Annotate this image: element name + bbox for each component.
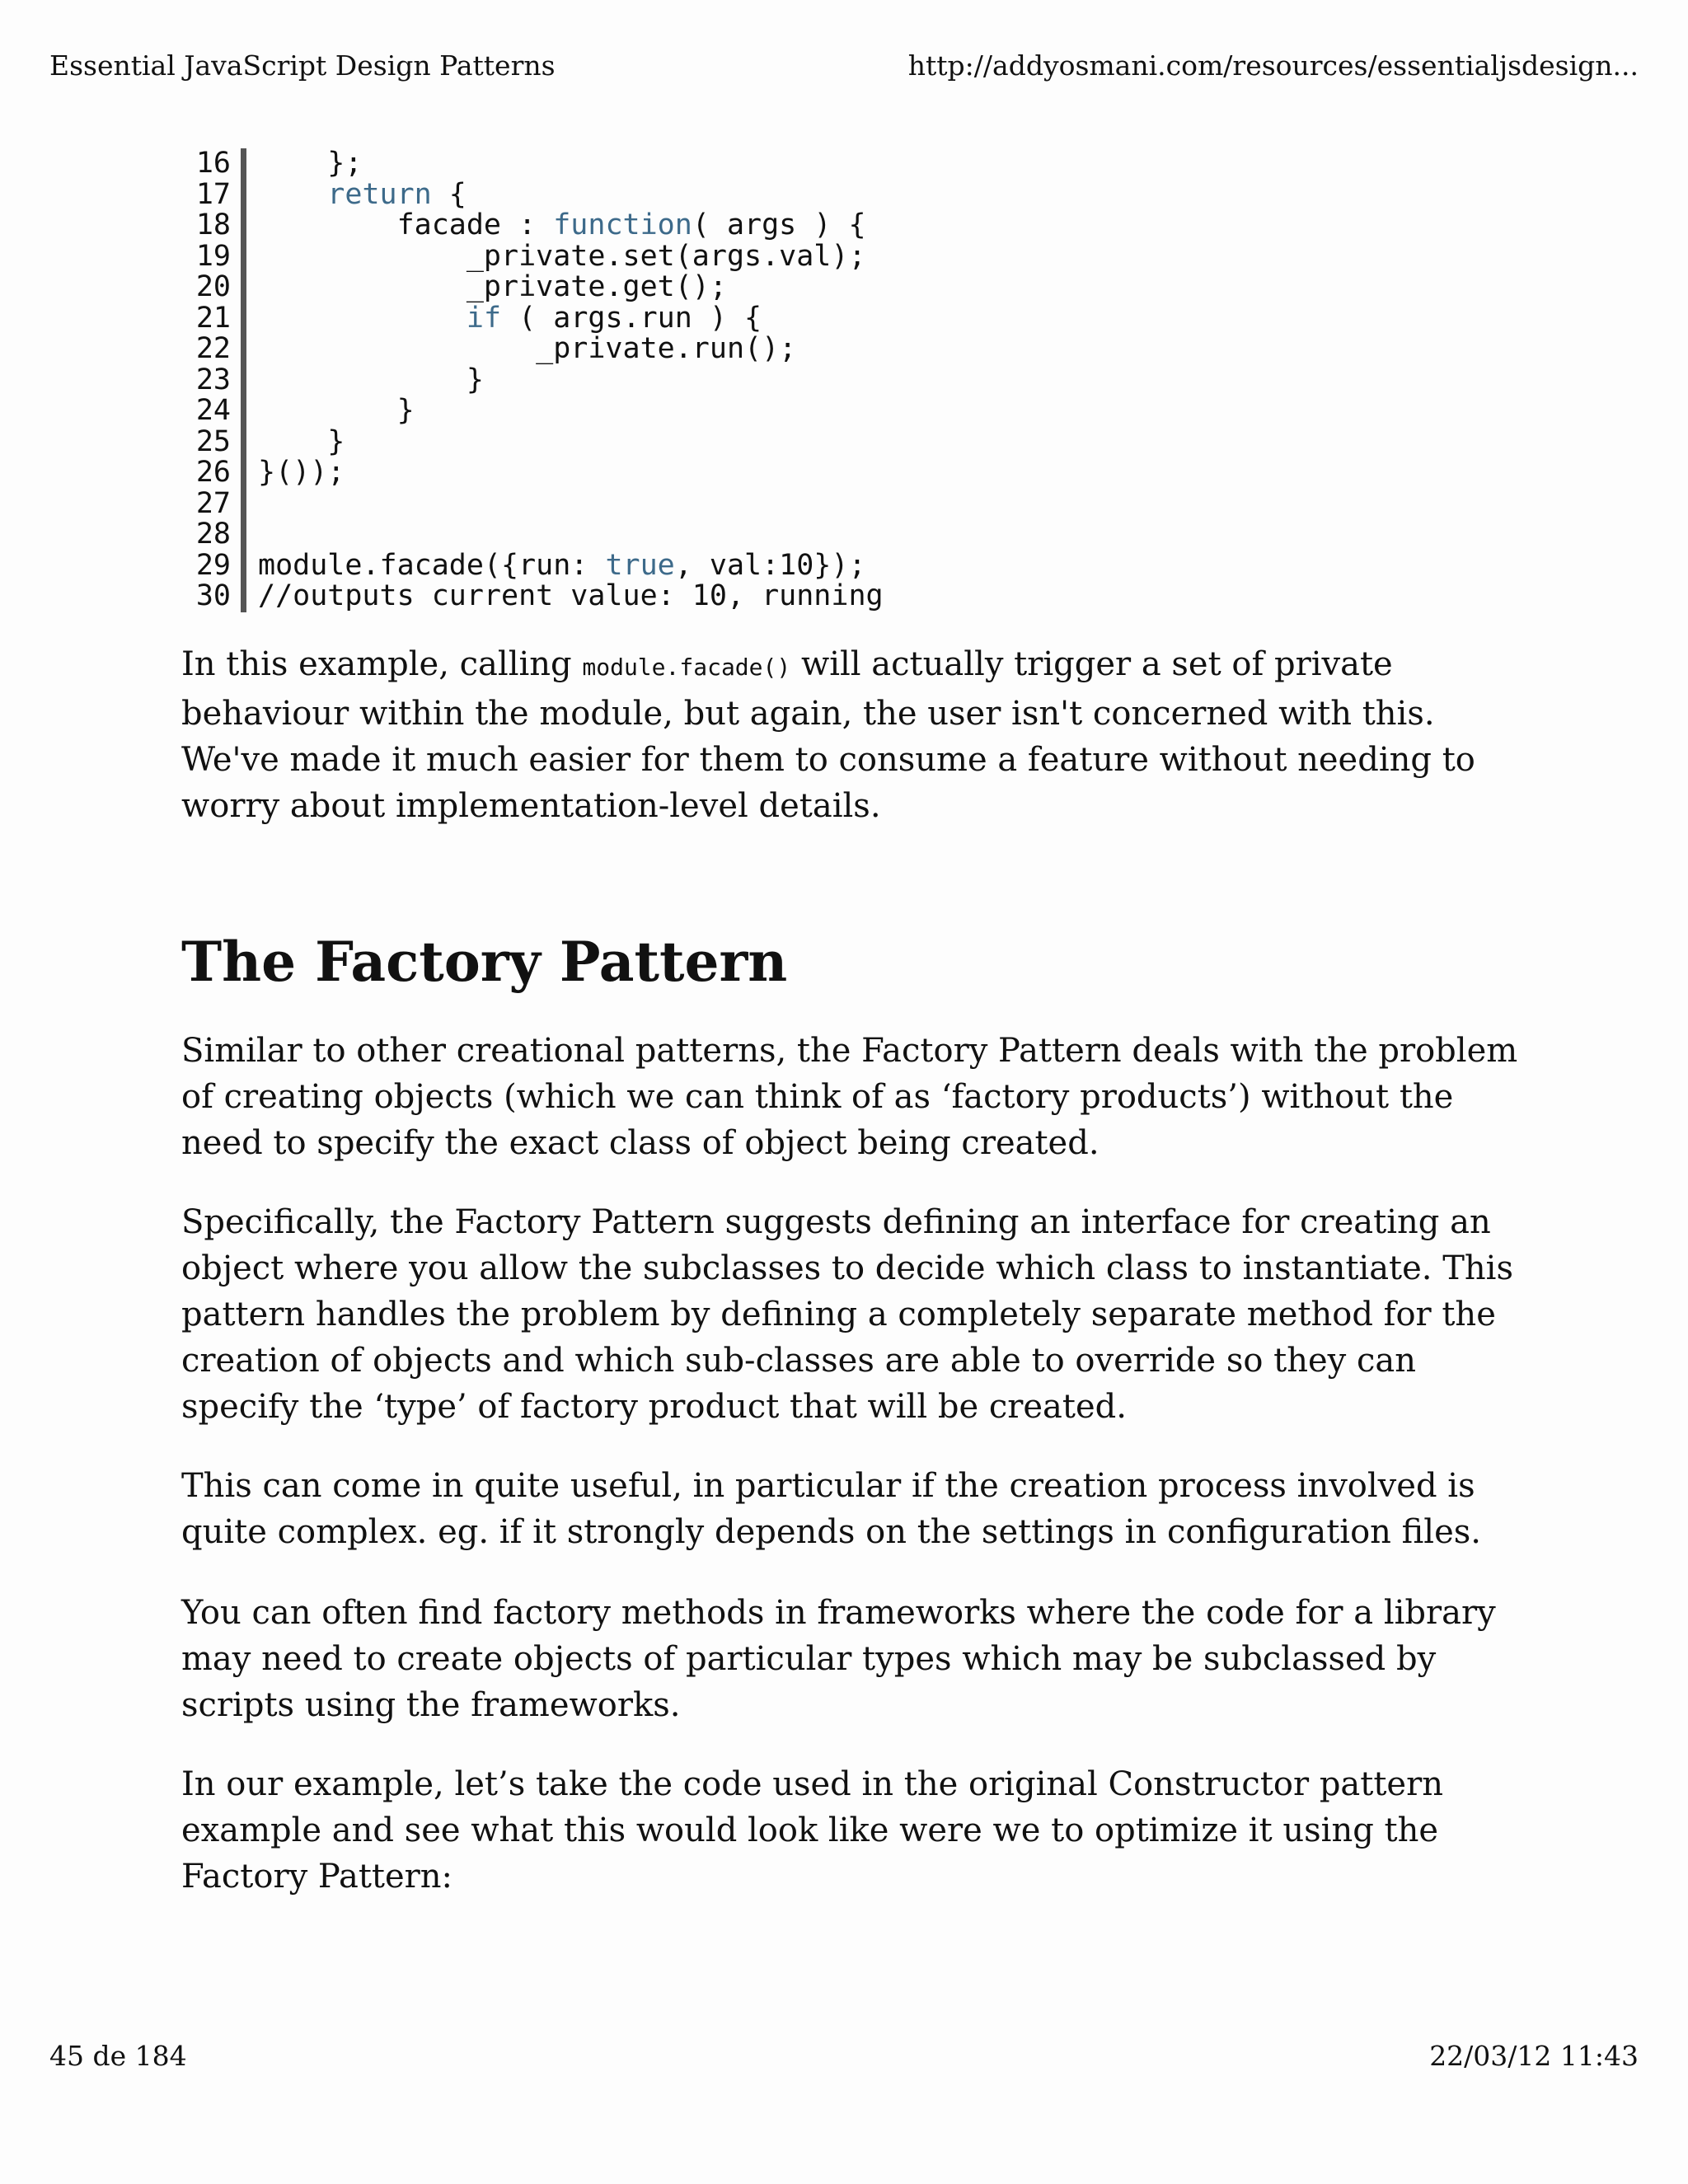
code-line bbox=[191, 303, 884, 335]
section-heading: The Factory Pattern bbox=[181, 930, 788, 994]
paragraph-block-3 bbox=[181, 1463, 1533, 1555]
code-text bbox=[246, 148, 362, 180]
paragraph: You can often find factory methods in frameworks where the code for a library may need to create objects of particular types which may be subclassed by scripts using the frameworks. bbox=[181, 1594, 1496, 1724]
code-token: _private.set(args.val); bbox=[258, 239, 866, 273]
code-token: }; bbox=[258, 147, 363, 180]
code-line bbox=[191, 148, 884, 180]
line-number: 23 bbox=[191, 365, 246, 396]
code-text bbox=[246, 489, 258, 520]
intro-paragraph bbox=[181, 641, 1533, 829]
code-token: //outputs current value: 10, running bbox=[258, 579, 884, 612]
code-line bbox=[191, 581, 884, 612]
code-token: , val:10}); bbox=[674, 548, 866, 582]
code-token bbox=[258, 178, 327, 211]
code-line bbox=[191, 396, 884, 427]
code-keyword: if bbox=[466, 301, 502, 335]
paragraph-block-2 bbox=[181, 1199, 1533, 1430]
code-text bbox=[246, 396, 415, 427]
code-line bbox=[191, 177, 884, 211]
code-text bbox=[246, 365, 484, 396]
intro-text-before: In this example, calling bbox=[181, 645, 583, 683]
print-timestamp: 22/03/12 11:43 bbox=[1429, 2040, 1639, 2072]
code-token: module.facade({run: bbox=[258, 548, 606, 582]
line-number: 24 bbox=[191, 396, 246, 427]
code-line bbox=[191, 210, 884, 241]
code-line bbox=[191, 334, 884, 365]
line-number: 17 bbox=[191, 180, 246, 211]
line-number: 28 bbox=[191, 519, 246, 551]
code-text bbox=[246, 177, 467, 211]
code-token: { bbox=[431, 177, 467, 211]
line-number: 29 bbox=[191, 551, 246, 582]
code-line bbox=[191, 457, 884, 489]
line-number: 18 bbox=[191, 210, 246, 241]
code-line bbox=[191, 241, 884, 273]
code-token: ( args.run ) { bbox=[501, 301, 762, 335]
code-line bbox=[191, 486, 884, 520]
inline-code: module.facade() bbox=[582, 654, 791, 681]
paragraph-block-1 bbox=[181, 1028, 1533, 1166]
line-number: 20 bbox=[191, 272, 246, 303]
code-text bbox=[246, 303, 762, 335]
code-text bbox=[246, 334, 796, 365]
code-text bbox=[246, 581, 884, 612]
code-text bbox=[246, 272, 727, 303]
paragraph: Similar to other creational patterns, the Factory Pattern deals with the problem of creating objects (which we can think of as ‘factory products’) without the need to specify the exact class of object being created. bbox=[181, 1032, 1518, 1162]
code-token: } bbox=[258, 363, 484, 396]
paragraph-block-4 bbox=[181, 1590, 1533, 1728]
line-number: 26 bbox=[191, 457, 246, 489]
code-token: } bbox=[258, 394, 415, 427]
code-text bbox=[246, 519, 258, 551]
code-token bbox=[258, 302, 467, 335]
line-number: 30 bbox=[191, 581, 246, 612]
code-token: _private.get(); bbox=[258, 270, 727, 303]
code-line bbox=[191, 272, 884, 303]
code-line bbox=[191, 519, 884, 551]
intro-text-after: will actually trigger a set of private behaviour within the module, but again, the user isn't concerned with this. We've made it much easier for them to consume a feature without needing to worry about implementation-level details. bbox=[181, 645, 1475, 825]
code-text bbox=[246, 241, 866, 273]
code-line bbox=[191, 424, 884, 458]
code-token: ( args ) { bbox=[692, 209, 866, 241]
code-text bbox=[246, 210, 866, 241]
line-number: 27 bbox=[191, 489, 246, 520]
code-listing bbox=[191, 148, 884, 612]
code-text bbox=[246, 457, 345, 489]
line-number: 19 bbox=[191, 241, 246, 273]
code-text bbox=[246, 548, 866, 582]
page-number: 45 de 184 bbox=[49, 2040, 187, 2072]
line-number: 21 bbox=[191, 303, 246, 335]
line-number: 22 bbox=[191, 334, 246, 365]
code-keyword: true bbox=[605, 548, 675, 582]
line-number: 16 bbox=[191, 148, 246, 180]
code-keyword: function bbox=[553, 209, 692, 241]
paragraph: This can come in quite useful, in particular if the creation process involved is quite complex. eg. if it strongly depends on the settings in configuration files. bbox=[181, 1467, 1482, 1551]
code-token: _private.run(); bbox=[258, 332, 797, 365]
code-line bbox=[191, 365, 884, 396]
code-token: } bbox=[258, 424, 345, 458]
line-number: 25 bbox=[191, 427, 246, 458]
code-token: }()); bbox=[258, 456, 345, 489]
running-header-url: http://addyosmani.com/resources/essentialjsdesign... bbox=[907, 49, 1639, 82]
running-header-title: Essential JavaScript Design Patterns bbox=[49, 49, 556, 82]
intro-paragraph-block bbox=[181, 641, 1533, 829]
paragraph: Specifically, the Factory Pattern suggests defining an interface for creating an object where you allow the subclasses to decide which class to instantiate. This pattern handles the problem by defining a completely separate method for the creation of objects and which sub-classes are able to override so they can specify the ‘type’ of factory product that will be created. bbox=[181, 1203, 1513, 1426]
code-text bbox=[246, 424, 345, 458]
code-keyword: return bbox=[327, 177, 432, 211]
paragraph: In our example, let’s take the code used in the original Constructor pattern example and see what this would look like were we to optimize it using the Factory Pattern: bbox=[181, 1765, 1443, 1896]
code-token: facade : bbox=[258, 209, 554, 241]
paragraph-block-5 bbox=[181, 1761, 1533, 1900]
code-line bbox=[191, 548, 884, 582]
